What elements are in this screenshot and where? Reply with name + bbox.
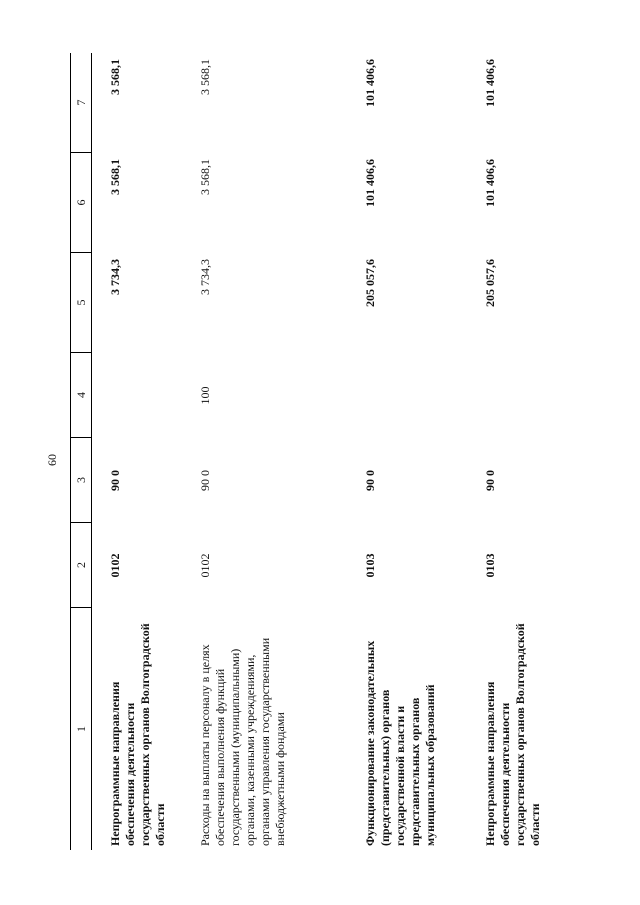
column-header-2: 2 [71,523,91,608]
column-header-5: 5 [71,253,91,353]
row-value-5: 3 734,3 [198,259,212,295]
budget-table [70,53,630,850]
row-value-7: 101 406,6 [483,59,497,107]
row-value-5: 205 057,6 [483,259,497,307]
row-value-7: 101 406,6 [363,59,377,107]
row-value-6: 3 568,1 [198,159,212,195]
row-value-6: 101 406,6 [483,159,497,207]
row-section: 0103 [363,553,377,578]
column-header-3: 3 [71,438,91,523]
column-header-4: 4 [71,353,91,438]
row-name: Расходы на выплаты персоналу в целях обеспечения выполнения функций государственными (муниципальными) органами, казенными учреждениями, органами управления государственными внебюджетными фондами [198,637,287,846]
row-expense-type: 100 [198,386,212,405]
row-target: 90 0 [108,470,122,491]
row-target: 90 0 [198,470,212,491]
row-name: Функционирование законодательных (представительных) органов государственной власти и представительных органов муниципальных образований [363,640,437,846]
column-header-7: 7 [71,53,91,153]
row-value-5: 205 057,6 [363,259,377,307]
row-value-6: 101 406,6 [363,159,377,207]
row-value-6: 3 568,1 [108,159,122,195]
row-target: 90 0 [363,470,377,491]
row-value-7: 3 568,1 [198,59,212,95]
row-value-5: 3 734,3 [108,259,122,295]
row-value-7: 3 568,1 [108,59,122,95]
page-number: 60 [45,454,59,466]
table-header-row [70,53,92,850]
row-name: Непрограммные направления обеспечения деятельности государственных органов Волгоградской области [483,623,542,846]
column-header-1: 1 [74,726,88,732]
column-header-6: 6 [71,153,91,253]
row-section: 0103 [483,553,497,578]
row-section: 0102 [108,553,122,578]
row-target: 90 0 [483,470,497,491]
row-name: Непрограммные направления обеспечения деятельности государственных органов Волгоградской области [108,623,167,846]
row-section: 0102 [198,553,212,578]
